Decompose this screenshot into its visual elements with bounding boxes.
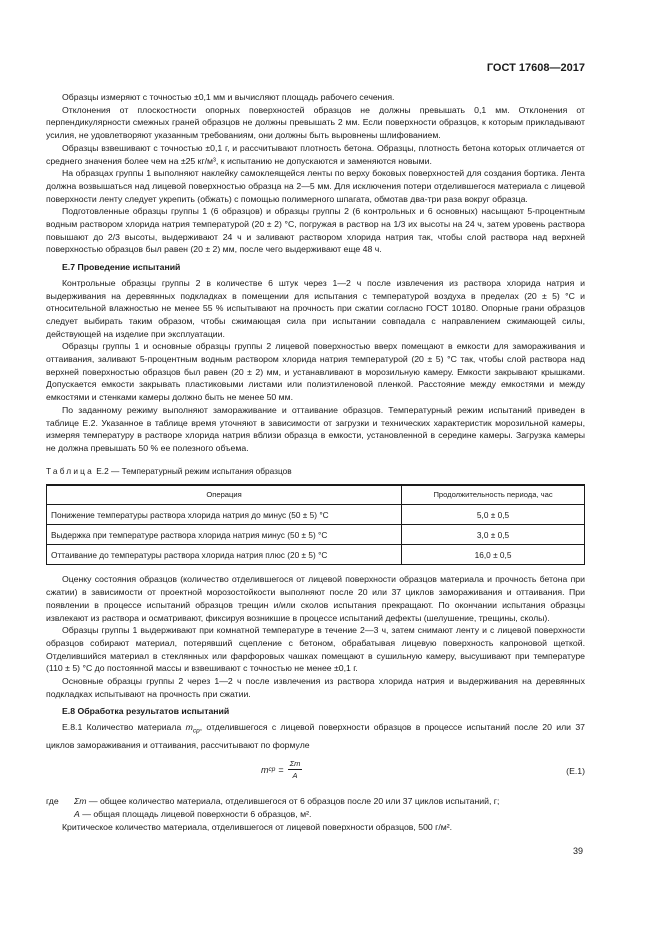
- table-cell: Выдержка при температуре раствора хлорида натрия минус (50 ± 5) °С: [47, 525, 402, 545]
- table-header-cell: Продолжительность периода, час: [402, 485, 585, 505]
- intro-sub: ср: [192, 727, 200, 735]
- formula-eq: =: [278, 764, 284, 775]
- table-cell: 16,0 ± 0,5: [402, 545, 585, 565]
- intro-end: , отделившегося с лицевой поверхности образцов в процессе испытаний после 20 или 37 циклов замораживания и оттаивания, рассчитывают по формуле: [46, 722, 585, 750]
- document-body: [46, 91, 585, 833]
- formula-number: (Е.1): [566, 766, 585, 777]
- where-line: [46, 795, 585, 808]
- formula-lhs: m: [261, 764, 269, 775]
- formula-body: [261, 759, 302, 781]
- formula-lhs-sub: ср: [268, 765, 276, 773]
- paragraph: Образцы измеряют с точностью ±0,1 мм и вычисляют площадь рабочего сечения.: [62, 92, 395, 102]
- where-label: где: [46, 796, 59, 807]
- table-caption-label: Таблица: [46, 465, 94, 476]
- table-header-cell: Операция: [47, 485, 402, 505]
- formula-fraction: [288, 759, 303, 781]
- table-caption-text: Е.2 — Температурный режим испытания образцов: [96, 465, 292, 476]
- paragraph: Контрольные образцы группы 2 в количестве 6 штук через 1—2 ч после извлечения из раствора хлорида натрия и выдерживания на деревянных подкладках в помещении для испытания с температурой воздуха в пределах (20 ± 5) °С и относительной влажностью не менее 55 % испытывают на прочность при сжатии согласно ГОСТ 10180. Опорные грани образцов следует выбирать таким образом, чтобы сжимающая сила при испытании совпадала с направлением сжимающей силы, действующей на изделие при эксплуатации.: [46, 277, 585, 339]
- section-heading-e8: Е.8 Обработка результатов испытаний: [62, 706, 230, 717]
- table-header-row: [47, 485, 585, 505]
- table-caption: [46, 465, 585, 478]
- paragraph: Образцы группы 1 и основные образцы группы 2 лицевой поверхностью вверх помещают в емкости для замораживания и оттаивания, заливают 5-процентным водным раствором хлорида натрия температурой (20 ± 5) °С так, чтобы слой раствора над верхней поверхностью образцов был равен (20 ± 2) мм, и устанавливают в морозильную камеру. Емкости закрывают крышками. Допускается емкости закрывать пластиковыми листами или полиэтиленовой пленкой. Расстояние между емкостями и между емкостями и стенками камеры должно быть не менее 50 мм.: [46, 341, 585, 403]
- formula-e1: [46, 755, 585, 793]
- where-symbol: Σm: [74, 796, 87, 807]
- paragraph: Основные образцы группы 2 через 1—2 ч после извлечения из раствора хлорида натрия и выдерживания на деревянных подкладках испытывают на прочность при сжатии.: [46, 676, 585, 699]
- table-cell: Оттаивание до температуры раствора хлорида натрия плюс (20 ± 5) °С: [47, 545, 402, 565]
- formula-denominator: A: [292, 771, 298, 781]
- table-row: [47, 525, 585, 545]
- intro-var: m: [185, 722, 193, 733]
- paragraph: Образцы взвешивают с точностью ±0,1 г, и рассчитывают плотность бетона. Образцы, плотность бетона которых отличается от среднего значения более чем на ±25 кг/м³, к испытанию не допускаются и заменяются новыми.: [46, 142, 585, 166]
- paragraph: По заданному режиму выполняют замораживание и оттаивание образцов. Температурный режим испытаний приведен в таблице Е.2. Указанное в таблице время уточняют в зависимости от загрузки и технических характеристик морозильной камеры, измеряя температуру в растворе хлорида натрия вблизи образца в емкости, установленной в середине камеры. Загрузка камеры не должна превышать 50 % ее полезного объема.: [46, 404, 585, 453]
- where-line: [74, 808, 585, 821]
- section-heading-e7: Е.7 Проведение испытаний: [62, 262, 181, 273]
- table-cell: Понижение температуры раствора хлорида натрия до минус (50 ± 5) °С: [47, 505, 402, 525]
- paragraph: Критическое количество материала, отделившегося от лицевой поверхности образцов, 500 г/м².: [62, 821, 453, 832]
- formula-numerator: Σm: [289, 759, 301, 769]
- intro-start: Е.8.1 Количество материала: [62, 722, 186, 733]
- paragraph: Подготовленные образцы группы 1 (6 образцов) и образцы группы 2 (6 контрольных и 6 основных) насыщают 5-процентным водным раствором хлорида натрия температурой (20 ± 2) °С, погружая в раствор на 1/3 их высоты на 24 ч, затем уровень раствора повышают до 2/3 высоты, выдерживают 24 ч и заливают раствором хлорида натрия так, чтобы слой раствора над верхней поверхностью образцов был равен (20 ± 2) мм, после чего выдерживают еще 48 ч.: [46, 206, 585, 255]
- table-cell: 5,0 ± 0,5: [402, 505, 585, 525]
- document-header: ГОСТ 17608—2017: [486, 62, 585, 74]
- paragraph: Оценку состояния образцов (количество отделившегося от лицевой поверхности образцов материала и прочность бетона при сжатии) в зависимости от проектной морозостойкости выполняют после 20 или 37 циклов замораживания и оттаивания. При появлении в процессе испытаний образцов трещин и/или сколов испытания прекращают. По окончании испытания образцы извлекают из раствора и осматривают, фиксируя возникшие в процессе испытаний дефекты (шелушение, трещины, сколы).: [46, 574, 585, 623]
- paragraph: На образцах группы 1 выполняют наклейку самоклеящейся ленты по верху боковых поверхностей для создания бортика. Лента должна возвышаться над лицевой поверхностью образца на 2—5 мм. Для исключения потери отделившегося материала с лицевой поверхности ленту следует укрепить (обжать) с помощью полимерного шпагата, обмотав два-три раза вокруг образца.: [46, 168, 585, 204]
- paragraph: Отклонения от плоскостности опорных поверхностей образцов не должны превышать 0,1 мм. Отклонения от перпендикулярности смежных граней образцов не должны превышать 2 мм. Если поверхности образцов, к которым прикладывают усилия, не удовлетворяют указанным требованиям, они должны быть выровнены шлифованием.: [46, 104, 585, 141]
- where-symbol: A: [74, 808, 80, 819]
- where-text: — общая площадь лицевой поверхности 6 образцов, м².: [82, 808, 312, 819]
- paragraph: [46, 721, 585, 751]
- table-row: [47, 545, 585, 565]
- paragraph: Образцы группы 1 выдерживают при комнатной температуре в течение 2—3 ч, затем снимают ленту и с лицевой поверхности образцов собирают материал, потерявший сцепление с бетоном, обрабатывая лицевую поверхность капроновой щеткой. Отделившийся материал в стеклянных или фарфоровых чашках помещают в сушильную камеру, высушивают при температуре (110 ± 5) °С до постоянной массы и взвешивают с точностью не менее ±0,1 г.: [46, 625, 585, 674]
- temperature-table: [46, 484, 585, 565]
- page-number: 39: [572, 846, 583, 856]
- table-cell: 3,0 ± 0,5: [402, 525, 585, 545]
- where-text: — общее количество материала, отделившегося от 6 образцов после 20 или 37 циклов испытаний, г;: [88, 796, 500, 807]
- table-row: [47, 505, 585, 525]
